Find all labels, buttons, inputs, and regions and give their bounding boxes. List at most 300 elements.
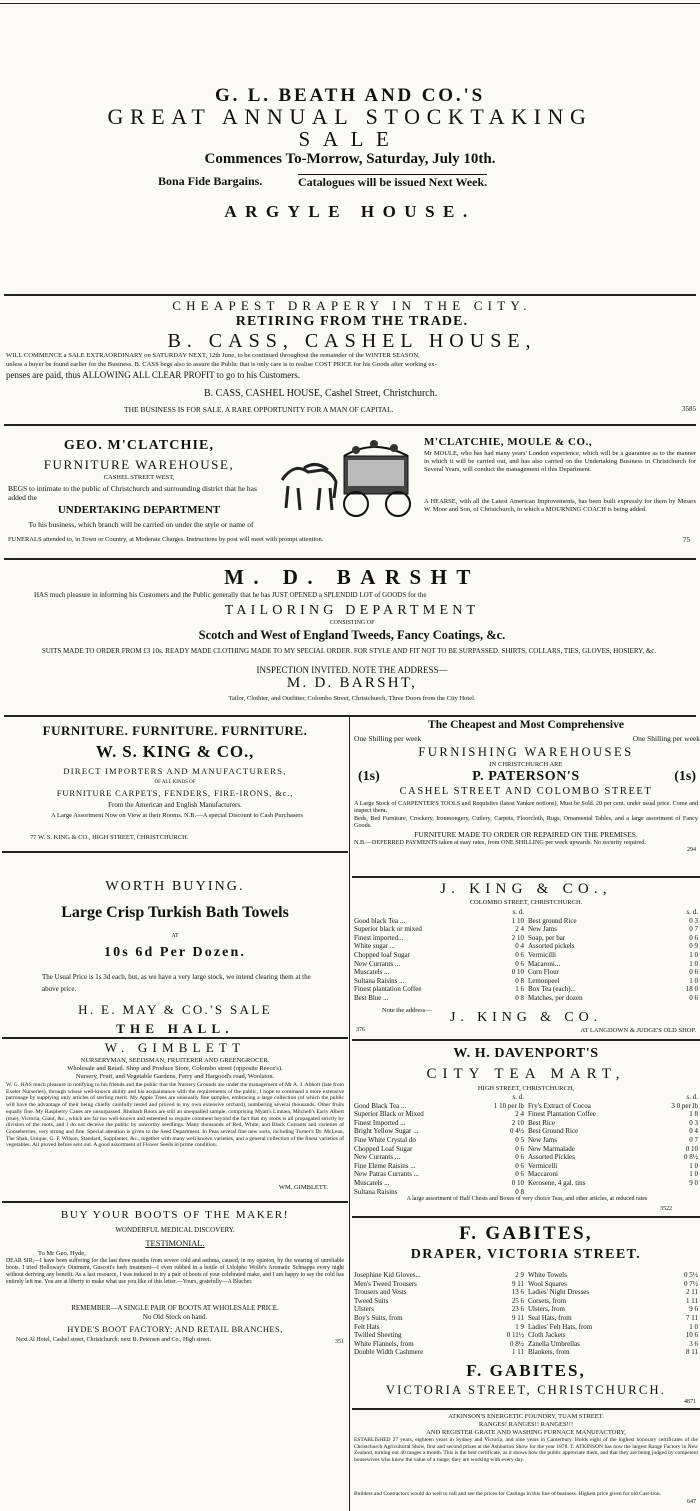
pat-streets: CASHEL STREET AND COLOMBO STREET <box>399 786 653 797</box>
atk-body: ESTABLISHED 27 years, eighteen years in Sydney and Victoria, and nine years in Canterbury. Holds eight of the highest honorary certificates of the Christchurch Agricultural Show, first and second prizes at the Ashburton Show for the year 1878. T. ATKINSON has now the largest Range Factory in New Zealand, turning out 40 ranges a month. This is the best certificate, as it shows how the public appreciate them, and that they are being judged by competent housewives who know the value of a range; they are working with every day. <box>354 1437 698 1463</box>
rule <box>352 1408 700 1410</box>
dav-row <box>528 1119 698 1128</box>
dav-price: 1 0 <box>689 1161 698 1170</box>
gab-item: Ulsters, from <box>528 1305 565 1314</box>
jking-price: 2 4 <box>515 925 524 934</box>
dav-price: 0 10 <box>685 1144 698 1153</box>
dav-price: 2 4 <box>515 1110 524 1119</box>
dav-mart: CITY TEA MART, <box>426 1066 626 1082</box>
gab-name-2: F. GABITES, <box>466 1361 586 1380</box>
jking-item: Muscatels ... <box>354 968 390 977</box>
jking-left-col <box>354 908 524 1003</box>
mcl-warehouse: FURNITURE WAREHOUSE, <box>43 457 235 472</box>
pat-1s-left: (1s) <box>358 769 380 784</box>
dav-row <box>528 1179 698 1188</box>
davenport-advert <box>352 1042 700 1202</box>
rule <box>2 1201 348 1203</box>
may-hall: THE HALL. <box>116 1021 234 1036</box>
jking-row <box>528 925 698 934</box>
dav-item: Assorted Pickles <box>528 1153 575 1162</box>
pat-cheapest: The Cheapest and Most Comprehensive <box>428 719 624 731</box>
dav-price: 1 0 <box>689 1170 698 1179</box>
barsht-tweeds: Scotch and West of England Tweeds, Fancy Coatings, &c. <box>198 628 506 642</box>
pat-warehouses: FURNISHING WAREHOUSES <box>418 745 634 759</box>
dav-row <box>528 1162 698 1171</box>
jking-row <box>528 977 698 986</box>
barsht-address: Tailor, Clothier, and Outfitter, Colombo Street, Christchurch, Three Doors from the City Hotel. <box>228 695 476 702</box>
jking-hdr: s. d. <box>512 908 524 916</box>
may-at: AT <box>171 933 179 939</box>
jking-price: 0 10 <box>511 968 524 977</box>
pat-name: P. PATERSON'S <box>472 769 580 784</box>
rule <box>4 294 696 296</box>
hyde-discovery: WONDERFUL MEDICAL DISCOVERY. <box>115 1226 235 1234</box>
dav-price: 3 0 per lb <box>671 1101 698 1110</box>
atk-grate: AND REGISTER GRATE AND WASHING FURNACE MANUFACTORY, <box>426 1429 626 1436</box>
atk-foundry: ATKINSON'S ENERGETIC FOUNDRY, TUAM STREET. <box>448 1413 604 1420</box>
dav-assortment: A large assortment of Half Chests and Boxes of very choice Teas, and other articles, at reduced rates <box>406 1196 648 1202</box>
gab-price: 1 11 <box>512 1348 524 1357</box>
jking-item: White sugar ... <box>354 942 396 951</box>
paterson-advert <box>352 719 700 877</box>
gab-row <box>354 1348 524 1357</box>
jking-row <box>528 951 698 960</box>
king-address: 77 W. S. KING & CO., HIGH STREET, CHRISTCHURCH. <box>30 834 189 841</box>
gab-row <box>528 1297 698 1306</box>
mcl-hearse: A HEARSE, with all the Latest American Improvements, has been built expressly for them by Messrs W. Moor and Son, of Christchurch, to which a MOURNING COACH is being added. <box>424 498 696 513</box>
gimb-body: W. G. HAS much pleasure in notifying to his friends and the public that the Nursery Grounds are under the management of Mr A. J. Abbott (late from Exeter Nurseries), through whose well-known ability and his acquaintance with the requirements of the public, I hope to command a more extensive patronage by supplying only articles of sterling merit. My Apple Trees are unusually fine samples, embracing a large collection (of which the public will have the advantage of their being chiefly carefully tested and proved in my own extensive orchard), numbering several thousands. Other fruits equally fine. My Raspberry Canes are unsurpassed. Rhubarb Roots are still an unequalled sample, comprising Myatt's Linnæa, Mitchell's Early Albert (true), Victoria, Giant, &c., which are far too well-known and esteemed to require comment beyond the fact that my stock is all propagated strictly by division of the roots, and I do not deceive the public by unworthy seedlings. Many thousands of Red, White, and Black Currants and varieties of Gooseberries, very strong and fine. Special attention is given to the Seed Department. In Peas several fine new sorts, including Turner's Dr. McLean, The Shah, Unique, G. F. Wilson, Standard, Supplanter, &c., together with many well known varieties, and a general collection of the finest varieties of vegetables. All proved before sent out. A good assortment of Flower Seeds in prime condition. <box>6 1082 344 1149</box>
jking-note: Note the address— <box>382 1007 432 1014</box>
dav-price: 0 5 <box>515 1135 524 1144</box>
cass-cheapest: CHEAPEST DRAPERY IN THE CITY. <box>172 298 532 313</box>
gab-price: 23 6 <box>511 1305 524 1314</box>
king-name: W. S. KING & CO., <box>95 742 255 761</box>
dav-row <box>528 1127 698 1136</box>
hyde-number: 351 <box>335 1339 344 1345</box>
gab-name: F. GABITES, <box>459 1223 593 1244</box>
gab-price: 0 5½ <box>684 1271 698 1279</box>
gimb-shop: Wholesale and Retail. Shop and Produce Store, Colombo street (opposite Reece's). <box>67 1065 283 1072</box>
jking-item: Macaroni... <box>528 959 561 968</box>
dav-price: 0 4½ <box>510 1127 524 1136</box>
gab-row <box>354 1323 524 1332</box>
hyde-testimonial: TESTIMONIAL. <box>145 1238 205 1248</box>
dav-price: 0 6 <box>515 1161 524 1170</box>
gab-row <box>528 1348 698 1357</box>
hyde-remember: REMEMBER—A SINGLE PAIR OF BOOTS AT WHOLESALE PRICE. <box>71 1304 279 1312</box>
jking-name: J. KING & CO., <box>440 881 612 897</box>
pat-number: 294 <box>687 847 696 853</box>
jking-row <box>354 925 524 934</box>
beath-catalogues: Catalogues will be issued Next Week. <box>298 175 488 189</box>
barsht-signature: M. D. BARSHT, <box>286 675 418 691</box>
jking-price: 1 0 <box>689 959 698 968</box>
beath-advert <box>0 60 700 290</box>
beath-sale: SALE <box>298 127 402 151</box>
gab-price: 9 11 <box>512 1313 524 1322</box>
barsht-consisting: CONSISTING OF <box>329 620 375 626</box>
gab-price: 9 6 <box>689 1305 698 1314</box>
dav-item: New Jams <box>528 1135 557 1144</box>
jking-item: Best Blue ... <box>354 993 389 1002</box>
gab-left-col <box>354 1271 524 1357</box>
dav-price: 2 10 <box>511 1118 524 1127</box>
jking-price-list <box>354 908 698 1003</box>
jking-row <box>354 968 524 977</box>
gab-price-list <box>354 1271 698 1357</box>
gab-item: Men's Tweed Trousers <box>354 1279 417 1288</box>
dav-item: New Patras Currants ... <box>354 1170 419 1179</box>
top-rule <box>0 3 700 4</box>
barsht-tailoring: TAILORING DEPARTMENT <box>224 603 480 618</box>
gimb-signature: WM. GIMBLETT. <box>278 1184 328 1191</box>
gab-row <box>528 1305 698 1314</box>
gab-item: Ulsters <box>354 1305 374 1314</box>
gab-price: 8 11 <box>686 1348 698 1357</box>
gab-item: Boy's Suits, from <box>354 1313 403 1322</box>
jking-item: Best ground Rice <box>528 916 577 925</box>
may-sale: H. E. MAY & CO.'S SALE <box>78 1002 272 1017</box>
cass-body-1: WILL COMMENCE a SALE EXTRAORDINARY on SATURDAY NEXT, 12th June, to be continued throughout the remainder of the WINTER SEASON, <box>6 352 420 359</box>
jking-item: Lemonpeel <box>528 976 560 985</box>
jking-row <box>354 942 524 951</box>
gimb-nursery: Nursery, Fruit, and Vegetable Gardens, Ferry and Hargood's road, Woolston. <box>75 1073 275 1080</box>
dav-price: 0 8½ <box>684 1153 698 1162</box>
atk-builders: Builders and Contractors would do well to call and see the prices for Castings in this line of business. Highest price given for old Cast-iron. <box>354 1491 662 1497</box>
dav-street: HIGH STREET, CHRISTCHURCH, <box>477 1085 575 1092</box>
dav-row <box>354 1153 524 1162</box>
dav-right-col <box>528 1093 698 1196</box>
cass-retiring: RETIRING FROM THE TRADE. <box>235 314 469 329</box>
hyde-to: To Mr Geo. Hyde, <box>38 1250 86 1257</box>
rule <box>2 851 348 853</box>
gab-item: Seal Hats, from <box>528 1313 572 1322</box>
gimblett-advert <box>2 1040 348 1200</box>
pat-shilling-left: One Shilling per week <box>354 734 422 743</box>
gab-row <box>354 1314 524 1323</box>
hearse-illustration <box>274 432 424 522</box>
hyde-address: Next Al Hotel, Cashel street, Christchurch; next B. Petersen and Co., High street. <box>16 1337 211 1343</box>
dav-row <box>354 1127 524 1136</box>
gab-row <box>354 1340 524 1349</box>
jking-price: 0 6 <box>515 959 524 968</box>
dav-price: 0 3 <box>689 1118 698 1127</box>
rule <box>4 715 696 717</box>
mcl-intimate: BEGS to intimate to the public of Christchurch and surrounding district that he has added the <box>8 484 257 502</box>
dav-price: 1 10 per lb <box>493 1101 524 1110</box>
dav-item: Best Ground Rice <box>528 1127 579 1136</box>
jking-price: 0 3 <box>689 916 698 925</box>
jking-item: Good black Tea ... <box>354 916 406 925</box>
hyde-letter: DEAR SIR,—I have been suffering for the last three months from severe cold and asthma, caused, in my opinion, by the wearing of unreliable boots. I tried Holloway's Ointment, Guscott's herb treatment—I even rubbed in a bottle of Udolpho Wolfe's Aromatic Schnapps every night without deriving any benefit. As a last resource, I was induced to try a pair of boots of your celebrated make, and I am happy to say the cold has entirely left me. You are at liberty to make what use you like of this letter.—Yours, gratefully—A Blucher. <box>6 1258 344 1285</box>
jking-row <box>528 960 698 969</box>
mcl-funerals: FUNERALS attended to, in Town or Country, at Moderate Charges. Instructions by post will meet with prompt attention. <box>8 536 324 543</box>
jking-price: 0 4 <box>515 942 524 951</box>
may-price: 10s 6d Per Dozen. <box>104 945 246 960</box>
king-kinds: OF ALL KINDS OF <box>154 780 196 785</box>
beath-argyle: ARGYLE HOUSE. <box>224 202 476 221</box>
jking-row <box>354 985 524 994</box>
king-assortment: A Large Assortment Now on View at their Rooms. N.B.—A special Discount to Cash Purchasers <box>51 812 303 819</box>
beath-bargains: Bona Fide Bargains. <box>158 174 263 188</box>
dav-row <box>354 1136 524 1145</box>
gab-item: Corsets, from <box>528 1296 567 1305</box>
gab-price: 1 9 <box>515 1322 524 1331</box>
mcl-name: GEO. M'CLATCHIE, <box>63 438 215 453</box>
dav-row <box>354 1179 524 1188</box>
mcl-moule: Mr MOULE, who has had many years' London experience, which will be a guarantee as to the manner in which it will be carried out, and has also carried on the Undertaking Business in Christchurch for Several Years, will conduct the management of this Department. <box>424 450 696 473</box>
jking-item: New Currants ... <box>354 959 401 968</box>
pat-deferred: N.B.—DEFERRED PAYMENTS taken at easy rates, from ONE SHILLING per week upwards. No security required. <box>354 839 646 846</box>
cass-title: B. CASS, CASHEL HOUSE, <box>167 330 537 352</box>
barsht-advert <box>4 561 700 711</box>
dav-price: 0 6 <box>515 1170 524 1179</box>
dav-item: Bright Yellow Sugar ... <box>354 1127 419 1136</box>
mcl-firm: M'CLATCHIE, MOULE & CO., <box>424 436 593 448</box>
gab-row <box>528 1280 698 1289</box>
gimb-trade: NURSERYMAN, SEEDSMAN, FRUITERER AND GREENGROCER. <box>80 1057 270 1064</box>
pat-tools: A Large Stock of CARPENTER'S TOOLS and Requisites (latest Yankee notions), Must be Sold. 20 per cent. under usual price. Come and inspect them. <box>354 800 698 815</box>
jking-item: New Jams <box>528 925 557 934</box>
jking-item: Box Tea (each)... <box>528 985 576 994</box>
gab-item: Ladies' Night Dresses <box>528 1288 590 1297</box>
jking-number: 376 <box>356 1027 365 1033</box>
gab-item: Twilled Sheeting <box>354 1331 402 1340</box>
dav-left-col <box>354 1093 524 1196</box>
atk-ranges: RANGES! RANGES!! RANGES!!! <box>478 1421 574 1428</box>
gab-item: Wool Squares <box>528 1279 567 1288</box>
cass-for-sale: THE BUSINESS IS FOR SALE. A RARE OPPORTUNITY FOR A MAN OF CAPITAL. <box>124 405 394 414</box>
barsht-suits: SUITS MADE TO ORDER FROM £3 10s. READY MADE CLOTHING MADE TO MY SPECIAL ORDER. FOR STYLE AND FIT NOT TO BE SURPASSED. SHIRTS, COLLARS, TIES, GLOVES, HOSIERY, &c. <box>41 647 657 655</box>
mcl-street: CASHEL STREET WEST, <box>103 474 175 481</box>
dav-name: W. H. DAVENPORT'S <box>453 1046 599 1061</box>
ws-king-advert <box>2 719 348 829</box>
jking-item: Assorted pickels <box>528 942 575 951</box>
cass-advert <box>4 297 700 423</box>
cass-address: B. CASS, CASHEL HOUSE, Cashel Street, Christchurch. <box>204 388 438 399</box>
jking-item: Sultana Raisins ... <box>354 976 405 985</box>
gab-row <box>528 1331 698 1340</box>
jking-item: Soap, per bar <box>528 933 566 942</box>
gab-price: 0 8½ <box>510 1339 524 1348</box>
jking-price: 0 6 <box>515 950 524 959</box>
dav-item: Fine Eleme Raisins ... <box>354 1161 416 1170</box>
may-towels: Large Crisp Turkish Bath Towels <box>61 904 289 921</box>
dav-row <box>354 1162 524 1171</box>
gabites-advert <box>352 1219 700 1439</box>
dav-item: Finest Imported ... <box>354 1118 406 1127</box>
jking-item: Vermicilli <box>528 950 556 959</box>
gab-price: 13 6 <box>511 1288 524 1297</box>
dav-row <box>528 1170 698 1179</box>
barsht-name: M. D. BARSHT <box>224 565 480 589</box>
gab-price: 9 11 <box>512 1279 524 1288</box>
jking-row <box>354 994 524 1003</box>
dav-hdr: s. d. <box>686 1093 698 1101</box>
may-advert <box>2 855 348 1035</box>
dav-row <box>354 1110 524 1119</box>
pat-shilling-right: One Shilling per week <box>632 734 700 743</box>
jking-price: 1 6 <box>515 985 524 994</box>
dav-item: Finest Plantation Coffee <box>528 1110 596 1119</box>
dav-row <box>354 1145 524 1154</box>
beath-name: G. L. BEATH AND CO.'S <box>214 85 486 106</box>
cass-number: 3585 <box>682 405 696 413</box>
jking-price: 0 6 <box>689 968 698 977</box>
rule <box>4 424 696 426</box>
gab-item: Josephine Kid Gloves... <box>354 1271 421 1279</box>
gab-street: VICTORIA STREET, CHRISTCHURCH. <box>385 1383 667 1397</box>
may-usual: The Usual Price is 1s 3d each, but, as we have a very large stock, we intend clearing them at the above price. <box>42 973 311 993</box>
dav-price: 0 6 <box>515 1153 524 1162</box>
jking-price: 1 0 <box>689 976 698 985</box>
gab-row <box>528 1271 698 1280</box>
gab-price: 2 11 <box>686 1288 698 1297</box>
dav-item: Superior Black or Mixed <box>354 1110 424 1119</box>
jking-price: 0 7 <box>689 925 698 934</box>
gab-draper: DRAPER, VICTORIA STREET. <box>410 1247 642 1262</box>
dav-row <box>354 1170 524 1179</box>
dav-item: New Marmalade <box>528 1144 575 1153</box>
gab-right-col <box>528 1271 698 1357</box>
jking-row <box>528 917 698 926</box>
jking-price: 0 6 <box>689 933 698 942</box>
jking-row <box>354 934 524 943</box>
jking-row <box>354 960 524 969</box>
gab-price: 3 6 <box>689 1339 698 1348</box>
jking-item: Matches, per dozen <box>528 993 583 1002</box>
jking-price: 0 6 <box>689 993 698 1002</box>
j-king-advert <box>352 879 700 1014</box>
gab-number: 4871 <box>684 1399 696 1405</box>
jking-item: Corn Flour <box>528 968 559 977</box>
gab-item: Zanella Umbrellas <box>528 1339 580 1348</box>
gab-price: 2 9 <box>515 1271 524 1279</box>
dav-item: Muscatels ... <box>354 1178 390 1187</box>
gab-price: 1 0 <box>689 1322 698 1331</box>
jking-price: 1 0 <box>689 950 698 959</box>
gab-row <box>354 1297 524 1306</box>
dav-item: New Currants ... <box>354 1153 401 1162</box>
dav-item: Fry's Extract of Cocoa <box>528 1101 591 1110</box>
dav-price-list <box>354 1093 698 1196</box>
jking-street: COLOMBO STREET, CHRISTCHURCH. <box>469 899 583 906</box>
atkinson-advert <box>352 1411 700 1511</box>
rule <box>4 558 696 560</box>
gab-row <box>354 1305 524 1314</box>
jking-row <box>354 917 524 926</box>
dav-price: 0 6 <box>515 1144 524 1153</box>
dav-item: Best Rice <box>528 1118 556 1127</box>
gab-item: Tweed Suits <box>354 1296 389 1305</box>
gab-row <box>528 1314 698 1323</box>
jking-row <box>528 985 698 994</box>
hyde-factory: HYDE'S BOOT FACTORY: AND RETAIL BRANCHES, <box>67 1324 283 1334</box>
beath-commences: Commences To-Morrow, Saturday, July 10th. <box>204 151 496 167</box>
king-footer <box>2 834 348 846</box>
dav-price: 0 10 <box>511 1178 524 1187</box>
may-worth: WORTH BUYING. <box>105 879 245 894</box>
gab-row <box>528 1340 698 1349</box>
jking-right-col <box>528 908 698 1003</box>
king-importers: DIRECT IMPORTERS AND MANUFACTURERS, <box>63 766 287 776</box>
king-furniture: FURNITURE. FURNITURE. FURNITURE. <box>42 723 308 738</box>
gab-row <box>354 1271 524 1280</box>
rule <box>352 1039 700 1041</box>
king-from: From the American and English Manufacturers. <box>108 801 242 809</box>
dav-price: 0 8 <box>515 1187 524 1196</box>
gab-price: 25 6 <box>511 1296 524 1305</box>
hyde-stock: No Old Stock on hand. <box>142 1313 208 1321</box>
gimb-name: W. GIMBLETT <box>104 1040 246 1055</box>
gab-price: 0 7½ <box>684 1279 698 1288</box>
dav-item: Fine White Crystal do <box>354 1135 416 1144</box>
jking-price: 1 10 <box>511 916 524 925</box>
gab-item: Ladies' Felt Hats, from <box>528 1322 593 1331</box>
jking-row <box>528 942 698 951</box>
mcl-style: To his business, which branch will be carried on under the style or name of <box>28 520 254 529</box>
dav-item: Maccaroni <box>528 1170 558 1179</box>
dav-price: 0 7 <box>689 1135 698 1144</box>
jking-footer <box>352 1010 700 1036</box>
dav-row <box>354 1188 524 1197</box>
gab-item: Double Width Cashmere <box>354 1348 424 1357</box>
gab-item: Trousers and Vests <box>354 1288 407 1297</box>
pat-furniture: FURNITURE MADE TO ORDER OR REPAIRED ON THE PREMISES. <box>414 830 638 839</box>
jking-item: Finest imported... <box>354 933 404 942</box>
gab-row <box>528 1323 698 1332</box>
gab-item: White Towels <box>528 1271 567 1279</box>
barsht-inspection: INSPECTION INVITED. NOTE THE ADDRESS— <box>256 665 448 675</box>
beath-headline: GREAT ANNUAL STOCKTAKING <box>107 104 593 129</box>
jking-shop: AT LANGDOWN & JUDGE'S OLD SHOP. <box>580 1027 696 1034</box>
gab-row <box>528 1288 698 1297</box>
gab-row <box>354 1280 524 1289</box>
column-divider <box>349 717 350 1511</box>
dav-item: Sultana Raisins <box>354 1187 398 1196</box>
dav-row <box>528 1145 698 1154</box>
dav-row <box>354 1119 524 1128</box>
cass-body-2: unless a buyer be found earlier for the Business. B. CASS begs also to assure the Public that is only care is to realise COST PRICE for his Goods after working ex- <box>6 361 437 368</box>
barsht-intro: HAS much pleasure in informing his Customers and the Public generally that he has JUST OPENED a SPLENDID LOT of GOODS for the <box>34 591 427 599</box>
jking-row <box>528 934 698 943</box>
jking-row <box>528 968 698 977</box>
cass-body-3: penses are paid, thus ALLOWING ALL CLEAR PROFIT to go to his Customers. <box>6 370 300 380</box>
jking-price: 2 10 <box>511 933 524 942</box>
jking-item: Finest plantation Coffee <box>354 985 422 994</box>
king-goods: FURNITURE CARPETS, FENDERS, FIRE-IRONS, &c., <box>56 788 294 798</box>
jking-item: Chopped loaf Sugar <box>354 950 410 959</box>
gab-price: 10 6 <box>685 1331 698 1340</box>
rule <box>2 1037 348 1039</box>
gab-item: Felt Hats <box>354 1322 380 1331</box>
hyde-advert <box>2 1204 348 1511</box>
mcl-number: 75 <box>683 536 690 544</box>
dav-item: Kerosene, 4 gal. tins <box>528 1178 586 1187</box>
gab-row <box>354 1331 524 1340</box>
jking-row <box>354 951 524 960</box>
gab-item: Cloth Jackets <box>528 1331 566 1340</box>
dav-price: 1 8 <box>689 1110 698 1119</box>
dav-number: 3522 <box>660 1206 672 1212</box>
gab-row <box>354 1288 524 1297</box>
dav-price: 9 0 <box>689 1178 698 1187</box>
dav-row <box>528 1153 698 1162</box>
rule <box>352 1216 700 1218</box>
jking-row <box>354 977 524 986</box>
jking-price: 0 9 <box>689 942 698 951</box>
mcl-undertaking: UNDERTAKING DEPARTMENT <box>57 504 221 516</box>
